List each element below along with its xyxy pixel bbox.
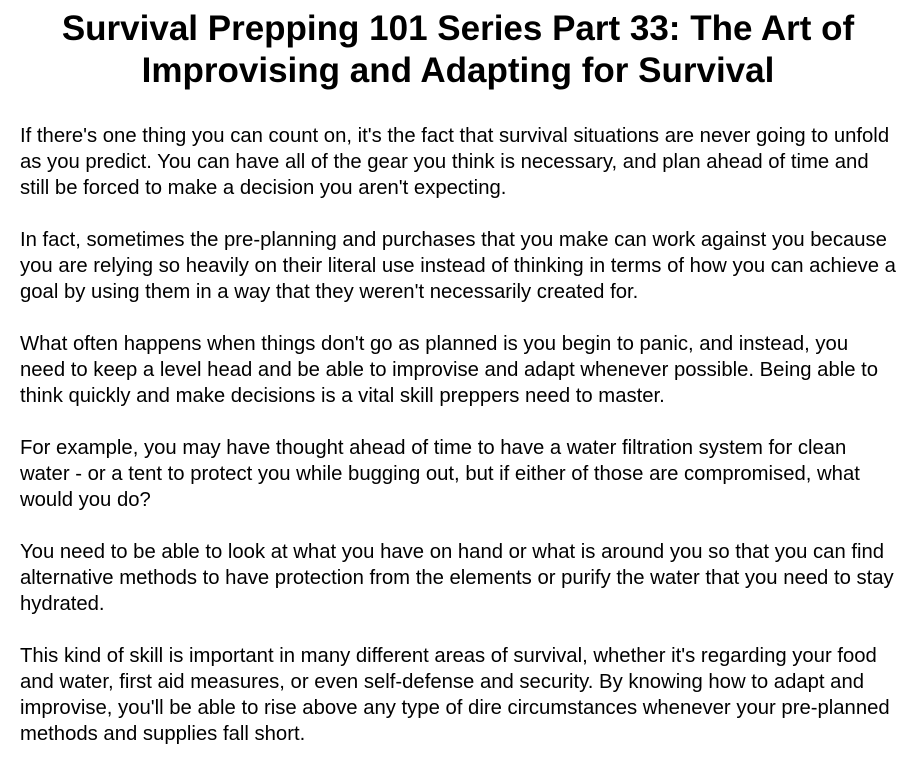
article-title: Survival Prepping 101 Series Part 33: The Art of Improvising and Adapting for Survival bbox=[61, 9, 855, 90]
article-paragraph-3: What often happens when things don't go as planned is you begin to panic, and instead, you need to keep a level head and be able to improvise and adapt whenever possible. Being able to think quickly and make decisions is a vital skill preppers need to master. bbox=[20, 333, 879, 407]
article-body bbox=[20, 123, 896, 747]
article-paragraph-1: If there's one thing you can count on, it's the fact that survival situations are never going to unfold as you predict. You can have all of the gear you think is necessary, and plan ahead of time and still be forced to make a decision you aren't expecting. bbox=[20, 125, 890, 199]
article-paragraph-6: This kind of skill is important in many different areas of survival, whether it's regarding your food and water, first aid measures, or even self-defense and security. By knowing how to adapt and improvise, you'll be able to rise above any type of dire circumstances whenever your pre-planned methods and supplies fall short. bbox=[20, 645, 890, 745]
article-paragraph-4: For example, you may have thought ahead of time to have a water filtration system for clean water - or a tent to protect you while bugging out, but if either of those are compromised, what would you do? bbox=[20, 437, 860, 511]
article-paragraph-5: You need to be able to look at what you have on hand or what is around you so that you can find alternative methods to have protection from the elements or purify the water that you need to stay hydrated. bbox=[20, 541, 894, 615]
article-paragraph-2: In fact, sometimes the pre-planning and purchases that you make can work against you because you are relying so heavily on their literal use instead of thinking in terms of how you can achieve a goal by using them in a way that they weren't necessarily created for. bbox=[20, 229, 896, 303]
